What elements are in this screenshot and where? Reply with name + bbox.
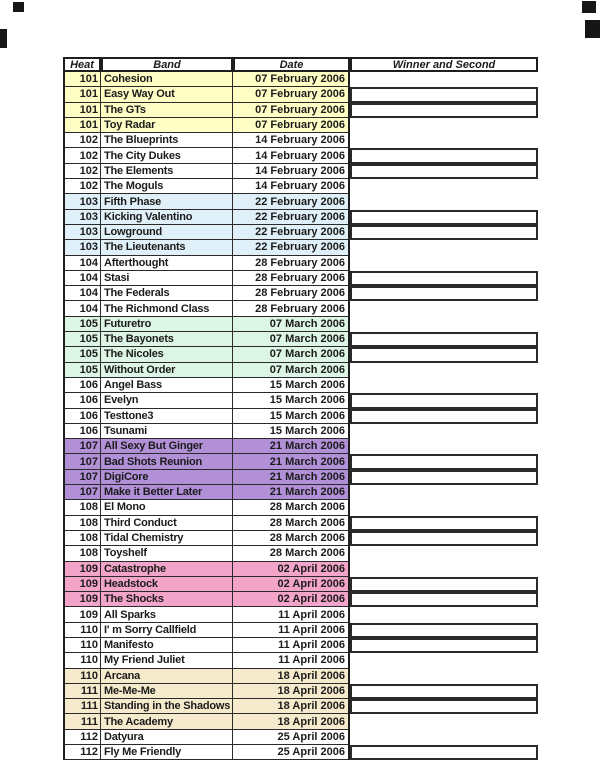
- heat-cell: 107: [63, 439, 101, 454]
- winner-cell: [350, 531, 538, 546]
- band-cell: Futuretro: [101, 317, 233, 332]
- scan-artifact-top-left: [13, 2, 24, 12]
- band-cell: Evelyn: [101, 393, 233, 408]
- band-cell: DigiCore: [101, 470, 233, 485]
- band-cell: The Shocks: [101, 592, 233, 607]
- date-cell: 22 February 2006: [233, 225, 350, 240]
- table-row: [63, 745, 538, 760]
- date-cell: 22 February 2006: [233, 194, 350, 209]
- band-cell: Headstock: [101, 577, 233, 592]
- band-cell: Lowground: [101, 225, 233, 240]
- band-cell: Tsunami: [101, 424, 233, 439]
- date-cell: 18 April 2006: [233, 714, 350, 729]
- winner-cell: [350, 194, 538, 209]
- winner-cell: [350, 72, 538, 87]
- heat-cell: 102: [63, 179, 101, 194]
- heat-cell: 106: [63, 378, 101, 393]
- winner-cell: [350, 485, 538, 500]
- table-row: [63, 653, 538, 668]
- heat-cell: 109: [63, 607, 101, 622]
- table-row: [63, 271, 538, 286]
- date-cell: 15 March 2006: [233, 393, 350, 408]
- table-row: [63, 378, 538, 393]
- heat-cell: 108: [63, 546, 101, 561]
- band-cell: Bad Shots Reunion: [101, 454, 233, 469]
- band-cell: Datyura: [101, 730, 233, 745]
- band-cell: Stasi: [101, 271, 233, 286]
- winner-cell: [350, 87, 538, 102]
- winner-cell: [350, 317, 538, 332]
- table-body: [63, 72, 538, 760]
- winner-cell: [350, 271, 538, 286]
- table-row: [63, 363, 538, 378]
- winner-cell: [350, 669, 538, 684]
- heat-cell: 110: [63, 669, 101, 684]
- table-row: [63, 194, 538, 209]
- date-cell: 21 March 2006: [233, 485, 350, 500]
- heat-cell: 105: [63, 332, 101, 347]
- winner-cell: [350, 684, 538, 699]
- heat-cell: 107: [63, 470, 101, 485]
- winner-cell: [350, 225, 538, 240]
- date-cell: 07 February 2006: [233, 72, 350, 87]
- scan-artifact-right-edge: [585, 20, 600, 38]
- band-cell: The Lieutenants: [101, 240, 233, 255]
- heat-cell: 106: [63, 393, 101, 408]
- date-cell: 07 February 2006: [233, 87, 350, 102]
- date-cell: 28 March 2006: [233, 531, 350, 546]
- table-row: [63, 638, 538, 653]
- date-cell: 07 March 2006: [233, 347, 350, 362]
- column-header-heat: Heat: [63, 57, 101, 72]
- band-cell: Afterthought: [101, 256, 233, 271]
- winner-cell: [350, 240, 538, 255]
- heat-cell: 111: [63, 684, 101, 699]
- table-row: [63, 393, 538, 408]
- winner-cell: [350, 730, 538, 745]
- heat-cell: 102: [63, 133, 101, 148]
- scan-artifact-top-right: [582, 1, 596, 13]
- heat-cell: 104: [63, 271, 101, 286]
- band-cell: Without Order: [101, 363, 233, 378]
- date-cell: 07 March 2006: [233, 317, 350, 332]
- band-cell: Fifth Phase: [101, 194, 233, 209]
- band-cell: All Sparks: [101, 607, 233, 622]
- band-cell: The Richmond Class: [101, 301, 233, 316]
- winner-cell: [350, 607, 538, 622]
- date-cell: 14 February 2006: [233, 148, 350, 163]
- table-row: [63, 317, 538, 332]
- heat-cell: 105: [63, 363, 101, 378]
- date-cell: 22 February 2006: [233, 210, 350, 225]
- heat-cell: 107: [63, 454, 101, 469]
- band-cell: Me-Me-Me: [101, 684, 233, 699]
- heat-cell: 108: [63, 516, 101, 531]
- date-cell: 18 April 2006: [233, 699, 350, 714]
- band-cell: All Sexy But Ginger: [101, 439, 233, 454]
- table-row: [63, 148, 538, 163]
- heat-cell: 112: [63, 730, 101, 745]
- winner-cell: [350, 409, 538, 424]
- heat-cell: 109: [63, 562, 101, 577]
- winner-cell: [350, 470, 538, 485]
- table-row: [63, 347, 538, 362]
- table-row: [63, 592, 538, 607]
- table-row: [63, 72, 538, 87]
- scan-artifact-left-edge: [0, 29, 7, 48]
- date-cell: 02 April 2006: [233, 592, 350, 607]
- band-cell: Make it Better Later: [101, 485, 233, 500]
- table-row: [63, 240, 538, 255]
- band-cell: The Blueprints: [101, 133, 233, 148]
- band-cell: Manifesto: [101, 638, 233, 653]
- heat-cell: 101: [63, 103, 101, 118]
- winner-cell: [350, 103, 538, 118]
- band-cell: Angel Bass: [101, 378, 233, 393]
- table-row: [63, 684, 538, 699]
- date-cell: 18 April 2006: [233, 669, 350, 684]
- winner-cell: [350, 378, 538, 393]
- heat-cell: 108: [63, 500, 101, 515]
- date-cell: 11 April 2006: [233, 638, 350, 653]
- date-cell: 02 April 2006: [233, 577, 350, 592]
- table-row: [63, 623, 538, 638]
- heat-cell: 111: [63, 714, 101, 729]
- table-row: [63, 409, 538, 424]
- date-cell: 14 February 2006: [233, 164, 350, 179]
- date-cell: 02 April 2006: [233, 562, 350, 577]
- heat-cell: 110: [63, 638, 101, 653]
- date-cell: 15 March 2006: [233, 409, 350, 424]
- heat-cell: 104: [63, 301, 101, 316]
- table-row: [63, 286, 538, 301]
- heat-cell: 102: [63, 164, 101, 179]
- table-row: [63, 133, 538, 148]
- date-cell: 21 March 2006: [233, 470, 350, 485]
- date-cell: 15 March 2006: [233, 424, 350, 439]
- band-cell: The GTs: [101, 103, 233, 118]
- heat-cell: 104: [63, 256, 101, 271]
- table-row: [63, 669, 538, 684]
- column-header-band: Band: [101, 57, 233, 72]
- winner-cell: [350, 577, 538, 592]
- heat-cell: 109: [63, 577, 101, 592]
- table-row: [63, 210, 538, 225]
- table-row: [63, 607, 538, 622]
- winner-cell: [350, 332, 538, 347]
- heat-cell: 112: [63, 745, 101, 760]
- date-cell: 07 February 2006: [233, 118, 350, 133]
- band-cell: Toyshelf: [101, 546, 233, 561]
- band-cell: The City Dukes: [101, 148, 233, 163]
- band-cell: The Bayonets: [101, 332, 233, 347]
- heat-cell: 103: [63, 194, 101, 209]
- band-cell: Easy Way Out: [101, 87, 233, 102]
- winner-cell: [350, 424, 538, 439]
- table-row: [63, 103, 538, 118]
- winner-cell: [350, 286, 538, 301]
- winner-cell: [350, 592, 538, 607]
- band-cell: Standing in the Shadows: [101, 699, 233, 714]
- table-row: [63, 256, 538, 271]
- winner-cell: [350, 745, 538, 760]
- date-cell: 28 March 2006: [233, 516, 350, 531]
- band-cell: Tidal Chemistry: [101, 531, 233, 546]
- date-cell: 28 February 2006: [233, 256, 350, 271]
- date-cell: 28 February 2006: [233, 286, 350, 301]
- table-row: [63, 699, 538, 714]
- date-cell: 15 March 2006: [233, 378, 350, 393]
- winner-cell: [350, 393, 538, 408]
- date-cell: 28 March 2006: [233, 546, 350, 561]
- date-cell: 25 April 2006: [233, 730, 350, 745]
- band-cell: Arcana: [101, 669, 233, 684]
- heat-cell: 103: [63, 240, 101, 255]
- table-row: [63, 179, 538, 194]
- band-cell: Cohesion: [101, 72, 233, 87]
- heat-cell: 103: [63, 210, 101, 225]
- band-cell: My Friend Juliet: [101, 653, 233, 668]
- date-cell: 18 April 2006: [233, 684, 350, 699]
- winner-cell: [350, 164, 538, 179]
- band-cell: The Elements: [101, 164, 233, 179]
- table-row: [63, 164, 538, 179]
- winner-cell: [350, 256, 538, 271]
- table-row: [63, 500, 538, 515]
- band-cell: I' m Sorry Callfield: [101, 623, 233, 638]
- heat-results-table: [63, 57, 538, 760]
- date-cell: 07 March 2006: [233, 363, 350, 378]
- table-row: [63, 225, 538, 240]
- winner-cell: [350, 179, 538, 194]
- date-cell: 07 March 2006: [233, 332, 350, 347]
- band-cell: The Nicoles: [101, 347, 233, 362]
- table-row: [63, 424, 538, 439]
- heat-cell: 101: [63, 72, 101, 87]
- heat-cell: 106: [63, 409, 101, 424]
- band-cell: The Moguls: [101, 179, 233, 194]
- heat-cell: 107: [63, 485, 101, 500]
- date-cell: 11 April 2006: [233, 653, 350, 668]
- date-cell: 11 April 2006: [233, 623, 350, 638]
- date-cell: 11 April 2006: [233, 607, 350, 622]
- table-row: [63, 332, 538, 347]
- heat-cell: 111: [63, 699, 101, 714]
- date-cell: 07 February 2006: [233, 103, 350, 118]
- band-cell: Testtone3: [101, 409, 233, 424]
- date-cell: 28 February 2006: [233, 271, 350, 286]
- winner-cell: [350, 638, 538, 653]
- date-cell: 14 February 2006: [233, 133, 350, 148]
- winner-cell: [350, 516, 538, 531]
- table-row: [63, 714, 538, 729]
- band-cell: The Academy: [101, 714, 233, 729]
- band-cell: The Federals: [101, 286, 233, 301]
- heat-cell: 101: [63, 87, 101, 102]
- winner-cell: [350, 699, 538, 714]
- table-row: [63, 301, 538, 316]
- date-cell: 21 March 2006: [233, 439, 350, 454]
- date-cell: 28 February 2006: [233, 301, 350, 316]
- winner-cell: [350, 454, 538, 469]
- table-row: [63, 562, 538, 577]
- winner-cell: [350, 363, 538, 378]
- column-header-date: Date: [233, 57, 350, 72]
- table-row: [63, 485, 538, 500]
- table-row: [63, 118, 538, 133]
- date-cell: 22 February 2006: [233, 240, 350, 255]
- winner-cell: [350, 653, 538, 668]
- band-cell: Catastrophe: [101, 562, 233, 577]
- winner-cell: [350, 347, 538, 362]
- band-cell: Third Conduct: [101, 516, 233, 531]
- table-row: [63, 730, 538, 745]
- band-cell: Fly Me Friendly: [101, 745, 233, 760]
- table-row: [63, 470, 538, 485]
- heat-cell: 102: [63, 148, 101, 163]
- winner-cell: [350, 210, 538, 225]
- winner-cell: [350, 118, 538, 133]
- heat-cell: 104: [63, 286, 101, 301]
- heat-cell: 105: [63, 347, 101, 362]
- table-header-row: [63, 57, 538, 72]
- winner-cell: [350, 439, 538, 454]
- date-cell: 21 March 2006: [233, 454, 350, 469]
- heat-cell: 103: [63, 225, 101, 240]
- winner-cell: [350, 301, 538, 316]
- band-cell: El Mono: [101, 500, 233, 515]
- column-header-winner: Winner and Second: [350, 57, 538, 72]
- band-cell: Toy Radar: [101, 118, 233, 133]
- table-row: [63, 454, 538, 469]
- table-row: [63, 531, 538, 546]
- heat-cell: 108: [63, 531, 101, 546]
- winner-cell: [350, 148, 538, 163]
- heat-cell: 105: [63, 317, 101, 332]
- heat-cell: 106: [63, 424, 101, 439]
- table-row: [63, 87, 538, 102]
- heat-cell: 101: [63, 118, 101, 133]
- heat-cell: 110: [63, 653, 101, 668]
- winner-cell: [350, 562, 538, 577]
- winner-cell: [350, 500, 538, 515]
- table-row: [63, 439, 538, 454]
- heat-cell: 109: [63, 592, 101, 607]
- table-row: [63, 546, 538, 561]
- winner-cell: [350, 546, 538, 561]
- table-row: [63, 577, 538, 592]
- date-cell: 25 April 2006: [233, 745, 350, 760]
- winner-cell: [350, 133, 538, 148]
- winner-cell: [350, 623, 538, 638]
- date-cell: 14 February 2006: [233, 179, 350, 194]
- band-cell: Kicking Valentino: [101, 210, 233, 225]
- winner-cell: [350, 714, 538, 729]
- date-cell: 28 March 2006: [233, 500, 350, 515]
- table-row: [63, 516, 538, 531]
- heat-cell: 110: [63, 623, 101, 638]
